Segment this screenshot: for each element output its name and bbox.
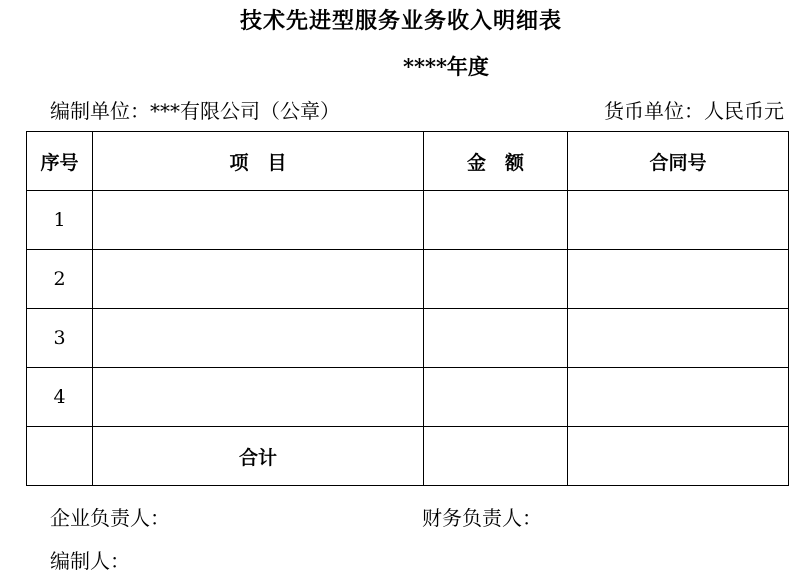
row-contract[interactable] — [568, 368, 789, 427]
row-item[interactable] — [93, 250, 424, 309]
table-row — [27, 368, 789, 427]
row-item[interactable] — [93, 191, 424, 250]
header-index: 序号 — [27, 132, 93, 191]
row-contract[interactable] — [568, 191, 789, 250]
row-index: 4 — [27, 368, 93, 427]
income-detail-table — [26, 131, 789, 486]
total-index-cell — [27, 427, 93, 486]
row-amount[interactable] — [424, 250, 568, 309]
row-contract[interactable] — [568, 250, 789, 309]
row-index: 1 — [27, 191, 93, 250]
row-item[interactable] — [93, 309, 424, 368]
row-contract[interactable] — [568, 309, 789, 368]
table-total-row — [27, 427, 789, 486]
total-label: 合计 — [93, 427, 424, 486]
fiscal-year: ****年度 — [403, 54, 489, 79]
row-index: 2 — [27, 250, 93, 309]
preparer-label: 编制人： — [50, 549, 130, 573]
row-item[interactable] — [93, 368, 424, 427]
header-item: 项 目 — [93, 132, 424, 191]
table-row — [27, 309, 789, 368]
enterprise-head-label: 企业负责人： — [50, 506, 170, 530]
currency-unit: 货币单位：人民币元 — [604, 99, 784, 123]
table-row — [27, 250, 789, 309]
document-title: 技术先进型服务业务收入明细表 — [239, 8, 562, 34]
compiler-unit: 编制单位：***有限公司（公章） — [50, 99, 340, 123]
total-contract[interactable] — [568, 427, 789, 486]
row-index: 3 — [27, 309, 93, 368]
row-amount[interactable] — [424, 191, 568, 250]
table-header-row — [27, 132, 789, 191]
row-amount[interactable] — [424, 368, 568, 427]
total-amount[interactable] — [424, 427, 568, 486]
header-amount: 金 额 — [424, 132, 568, 191]
header-contract: 合同号 — [568, 132, 789, 191]
row-amount[interactable] — [424, 309, 568, 368]
finance-head-label: 财务负责人： — [422, 506, 542, 530]
table-row — [27, 191, 789, 250]
